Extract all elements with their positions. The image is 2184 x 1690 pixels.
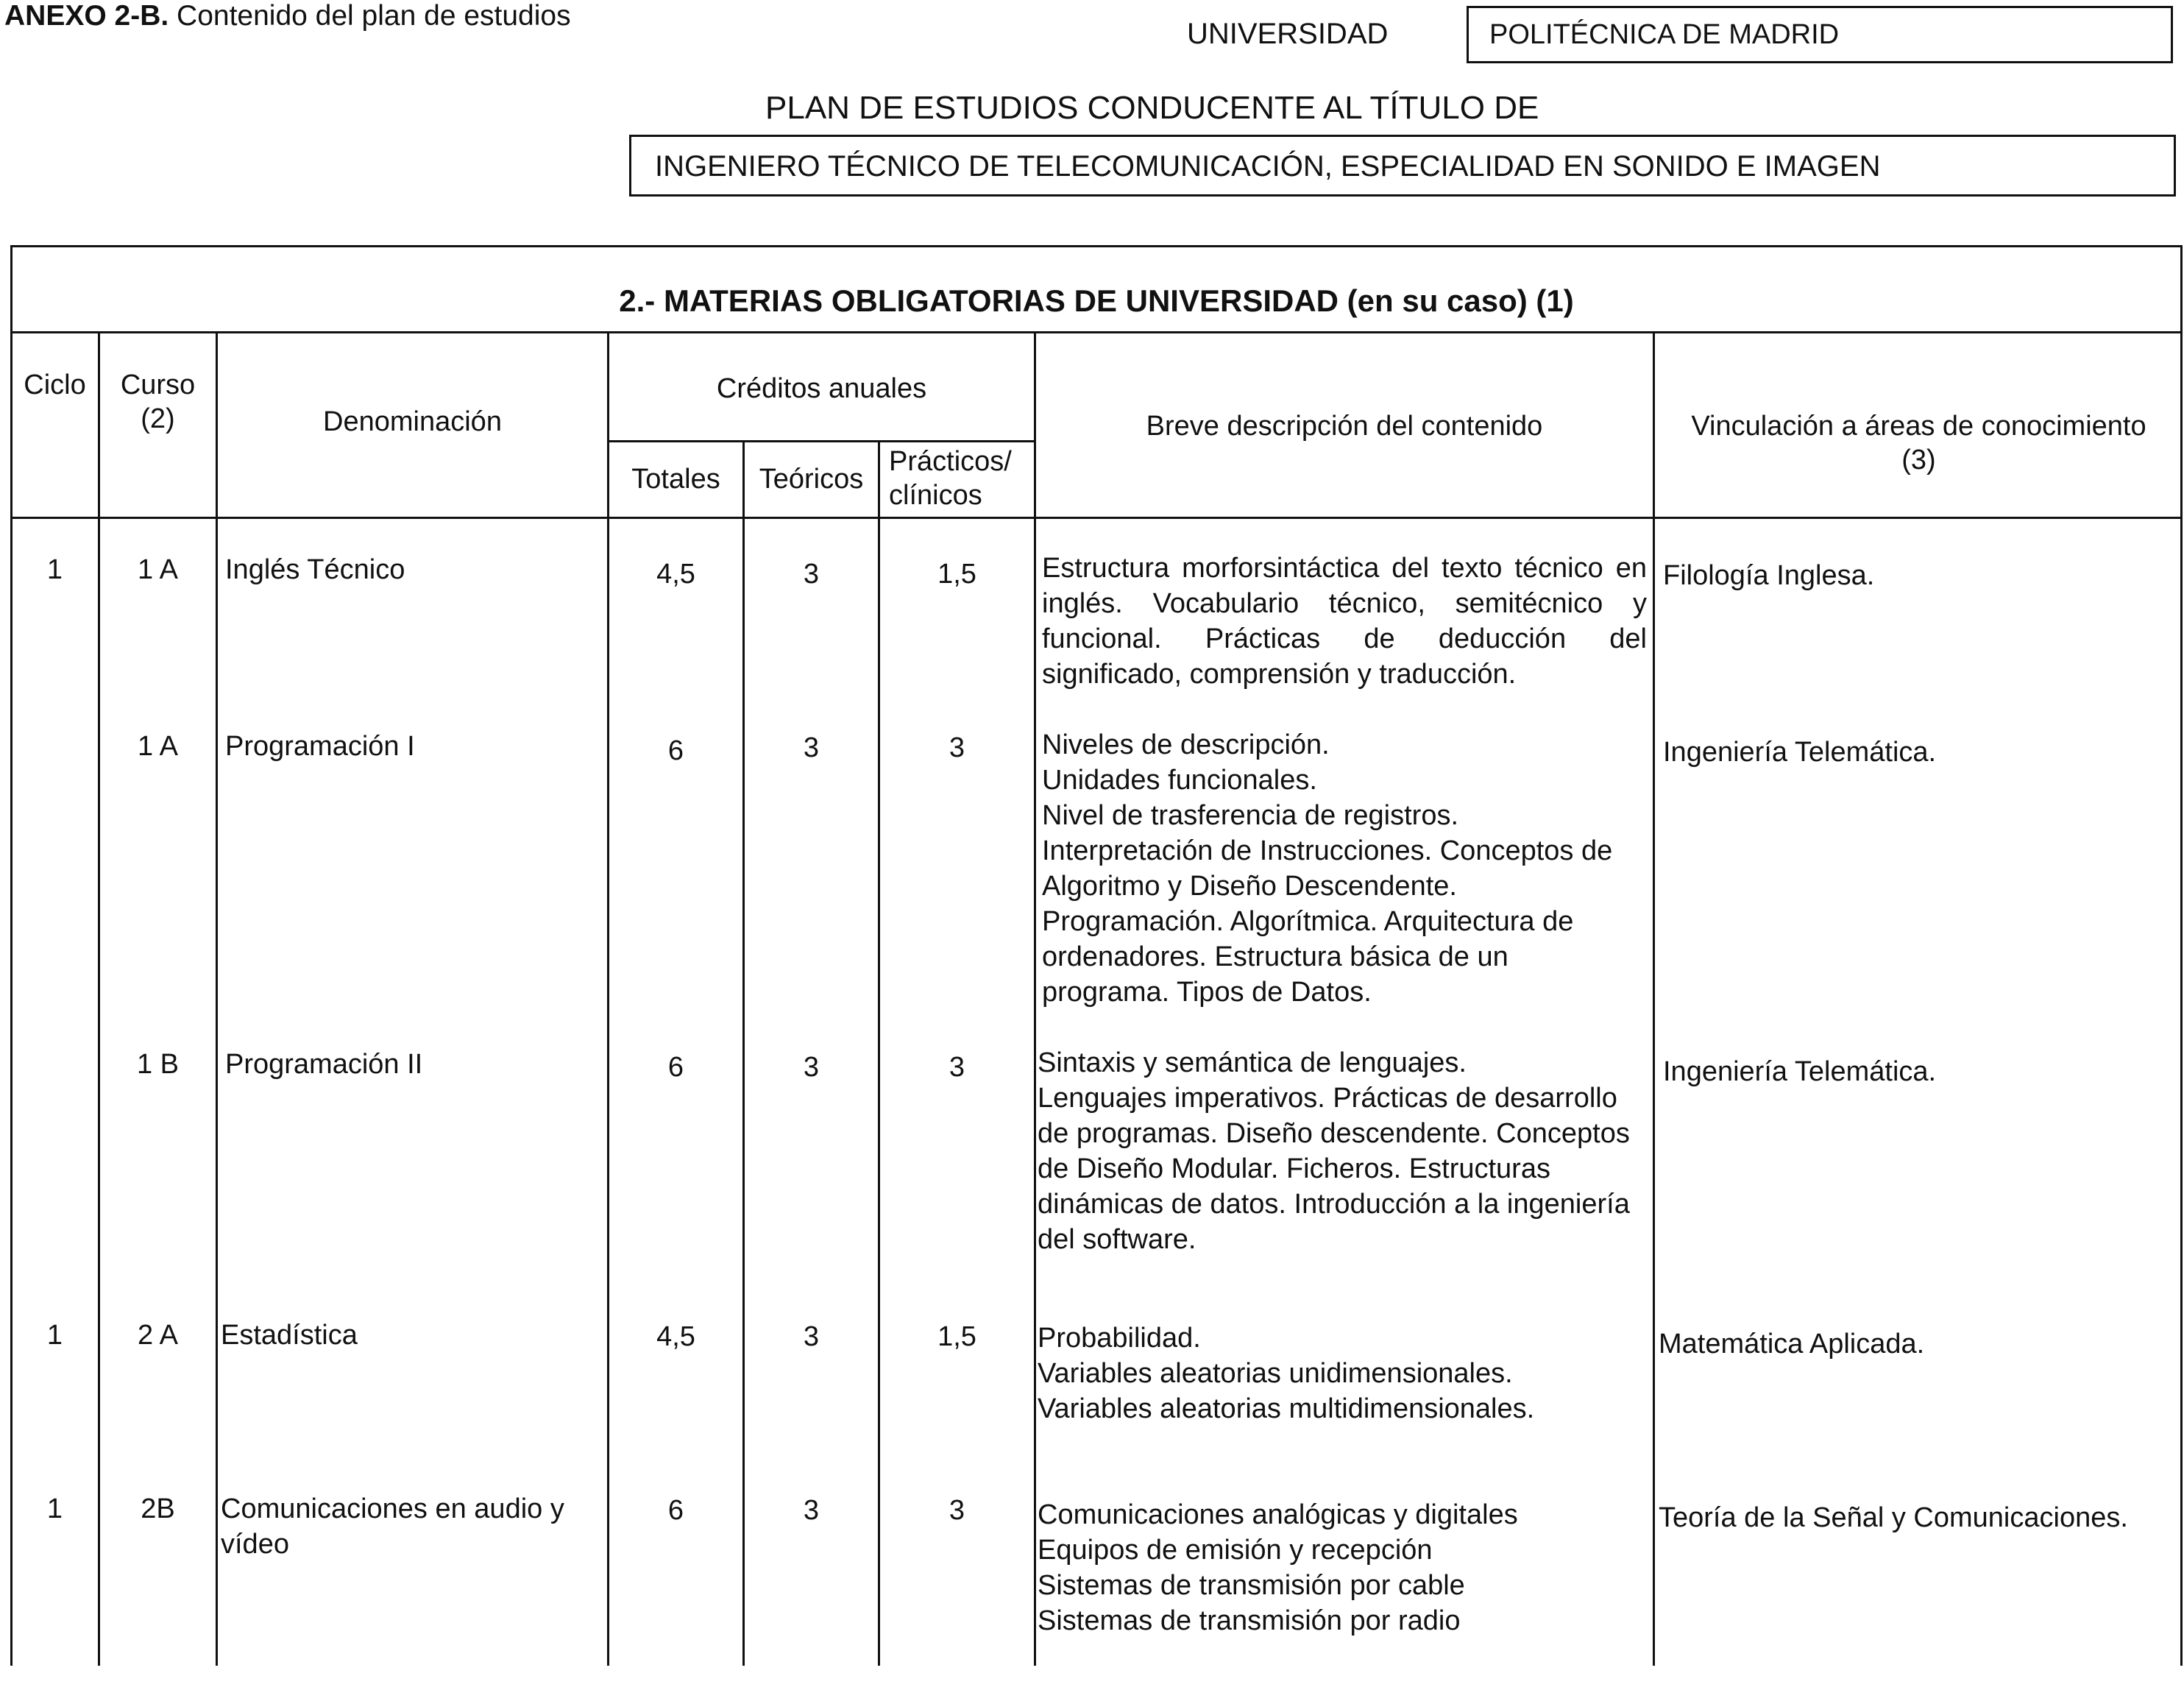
row-descripcion: Probabilidad. Variables aleatorias unidimensionales. Variables aleatorias multidimensionales. [1038, 1323, 1535, 1424]
row-totales: 6 [667, 1495, 684, 1526]
row-denominacion: Inglés Técnico [225, 554, 405, 585]
col-divider-curso [216, 331, 218, 1666]
row-teoricos: 3 [803, 1052, 820, 1083]
row-denominacion: Comunicaciones en audio y vídeo [221, 1493, 564, 1560]
section-title-divider [10, 331, 2183, 333]
row-curso: 2B [141, 1493, 175, 1524]
row-vinculacion: Ingeniería Telemática. [1663, 1056, 1937, 1087]
row-ciclo: 1 [46, 1493, 63, 1524]
credits-subheader-divider [607, 440, 1034, 442]
row-ciclo: 1 [46, 554, 63, 585]
row-descripcion: Niveles de descripción. Unidades funcionales. Nivel de trasferencia de registros. Interpretación de Instrucciones. Conceptos de Algoritmo y Diseño Descendente. Programación. Algorítmica. Arquitectura de ordenadores. Estructura básica de un programa. Tipos de Datos. [1042, 729, 1613, 1008]
col-header-ciclo: Ciclo [24, 370, 86, 400]
row-descripcion: Estructura morforsintáctica del texto técnico en inglés. Vocabulario técnico, semitécnico y funcional. Prácticas de deducción del significado, comprensión y traducción. [1042, 553, 1647, 690]
col-header-curso: Curso (2) [120, 370, 196, 434]
col-header-vinculacion: Vinculación a áreas de conocimiento (3) [1691, 411, 2146, 475]
header-bottom-divider [10, 517, 2183, 519]
row-teoricos: 3 [803, 1495, 820, 1526]
university-label: UNIVERSIDAD [1187, 18, 1389, 50]
row-denominacion: Programación II [225, 1049, 423, 1080]
row-practicos: 3 [949, 1052, 965, 1083]
col-header-practicos: Prácticos/ clínicos [889, 446, 1012, 511]
row-practicos: 1,5 [937, 1321, 976, 1352]
row-vinculacion: Matemática Aplicada. [1659, 1329, 1925, 1360]
row-curso: 1 A [138, 731, 178, 762]
row-totales: 6 [667, 735, 684, 766]
row-teoricos: 3 [803, 559, 820, 590]
row-totales: 4,5 [656, 559, 695, 590]
col-divider-descripcion [1653, 331, 1655, 1666]
degree-title-box: INGENIERO TÉCNICO DE TELECOMUNICACIÓN, ESPECIALIDAD EN SONIDO E IMAGEN [629, 135, 2176, 197]
col-divider-creditos [1034, 331, 1036, 1666]
col-header-teoricos: Teóricos [759, 464, 864, 495]
university-name-box: POLITÉCNICA DE MADRID [1467, 6, 2173, 63]
row-curso: 1 B [136, 1049, 180, 1080]
row-totales: 4,5 [656, 1321, 695, 1352]
section-title: 2.- MATERIAS OBLIGATORIAS DE UNIVERSIDAD (en su caso) (1) [619, 283, 1574, 318]
row-ciclo: 1 [46, 1320, 63, 1351]
annex-heading [4, 0, 571, 32]
row-teoricos: 3 [803, 1321, 820, 1352]
col-header-creditos: Créditos anuales [716, 373, 927, 404]
row-denominacion: Programación I [225, 731, 415, 762]
row-vinculacion: Ingeniería Telemática. [1663, 737, 1937, 768]
row-denominacion: Estadística [221, 1320, 358, 1351]
annex-subtitle: Contenido del plan de estudios [169, 0, 571, 32]
row-vinculacion: Filología Inglesa. [1663, 560, 1875, 591]
row-practicos: 3 [949, 1495, 965, 1526]
row-curso: 2 A [138, 1320, 178, 1351]
row-curso: 1 A [138, 554, 178, 585]
row-vinculacion: Teoría de la Señal y Comunicaciones. [1659, 1502, 2128, 1533]
row-practicos: 3 [949, 732, 965, 763]
row-teoricos: 3 [803, 732, 820, 763]
col-divider-denominacion [607, 331, 609, 1666]
annex-number: ANEXO 2-B. [4, 0, 169, 32]
col-header-descripcion: Breve descripción del contenido [1146, 411, 1543, 442]
row-descripcion: Sintaxis y semántica de lenguajes. Lenguajes imperativos. Prácticas de desarrollo de programas. Diseño descendente. Conceptos de Diseño Modular. Ficheros. Estructuras dinámicas de datos. Introducción a la ingeniería del software. [1038, 1047, 1630, 1255]
plan-label: PLAN DE ESTUDIOS CONDUCENTE AL TÍTULO DE [765, 90, 1539, 126]
row-descripcion: Comunicaciones analógicas y digitales Equipos de emisión y recepción Sistemas de transmisión por cable Sistemas de transmisión por radio [1038, 1499, 1518, 1636]
col-header-totales: Totales [631, 464, 720, 495]
col-divider-ciclo [98, 331, 100, 1666]
col-header-denominacion: Denominación [323, 406, 502, 437]
row-practicos: 1,5 [937, 559, 976, 590]
row-totales: 6 [667, 1052, 684, 1083]
